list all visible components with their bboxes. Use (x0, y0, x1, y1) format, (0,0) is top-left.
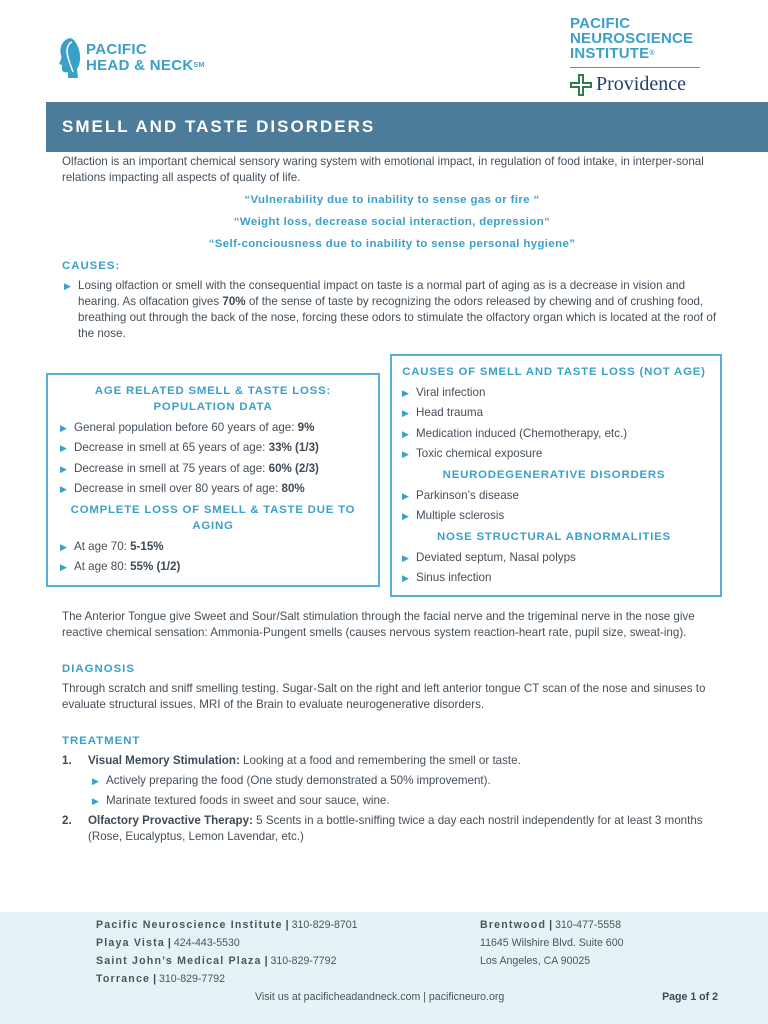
list-item (398, 385, 710, 401)
item-text: Viral infection (416, 385, 486, 399)
location-phone: 310-829-7792 (159, 973, 225, 985)
list-item (398, 446, 710, 462)
footer-location (96, 970, 358, 988)
list-item (398, 550, 710, 566)
list-item (56, 461, 370, 477)
bullet-arrow-icon: ▶ (60, 463, 67, 474)
item-text: Decrease in smell over 80 years of age: (74, 482, 282, 495)
bullet-arrow-icon: ▶ (402, 449, 409, 459)
separator: | (164, 937, 174, 949)
location-name: Torrance (96, 973, 151, 985)
footer-location (96, 916, 358, 934)
location-name: Saint John’s Medical Plaza (96, 955, 262, 967)
bullet-arrow-icon: ▶ (402, 490, 409, 501)
logo-right-line3: INSTITUTE (570, 45, 650, 62)
bullet-arrow-icon: ▶ (402, 408, 409, 418)
footer-location (96, 952, 358, 970)
item-text: Parkinson’s disease (416, 488, 519, 502)
item-text: Decrease in smell at 65 years of age: (74, 441, 269, 454)
nose-structural-heading: NOSE STRUCTURAL ABNORMALITIES (437, 531, 671, 543)
separator: | (150, 973, 160, 985)
item-number: 1. (62, 754, 72, 767)
providence-wordmark: Providence (596, 73, 686, 95)
bullet-arrow-icon: ▶ (60, 443, 67, 453)
item-text: At age 80: (74, 560, 131, 573)
treatment-heading: TREATMENT (62, 735, 141, 747)
bullet-arrow-icon: ▶ (402, 511, 409, 521)
quote-2: “Weight loss, decrease social interaction, depression“ (233, 216, 551, 228)
item-text: General population before 60 years of age: (74, 420, 298, 434)
bullet-arrow-icon: ▶ (60, 541, 67, 552)
page-footer (0, 912, 768, 1024)
footer-location (480, 916, 624, 934)
logo-left-line1: PACIFIC (86, 41, 147, 58)
footer-locations-right (480, 916, 624, 970)
address-line-2: Los Angeles, CA 90025 (480, 955, 591, 967)
treatment-item-2 (62, 813, 722, 845)
location-phone: 310-829-7792 (270, 955, 337, 967)
bullet-arrow-icon: ▶ (60, 562, 67, 572)
item-text: Sinus infection (416, 571, 492, 584)
list-item (56, 539, 370, 555)
providence-cross-icon (570, 74, 592, 96)
list-item (56, 481, 370, 497)
location-phone: 310-477-5558 (554, 919, 621, 931)
item-text: Deviated septum, Nasal polyps (416, 550, 576, 564)
list-item (56, 559, 370, 575)
quote-1: “Vulnerability due to inability to sense gas or fire “ (244, 194, 540, 206)
diagnosis-text: Through scratch and sniff smelling testing. Sugar-Salt on the right and left anterior tongue CT scan of the nose and sinuses to evaluate structural issues. MRI of the Brain to evaluate neurogenerative disorders. (62, 682, 706, 711)
diagnosis-heading: DIAGNOSIS (62, 663, 135, 675)
list-item (398, 426, 710, 442)
item-value: 80% (281, 482, 305, 495)
subitem-text: Marinate textured foods in sweet and sour sauce, wine. (106, 794, 390, 807)
location-phone: 424-443-5530 (173, 937, 240, 949)
bullet-arrow-icon: ▶ (60, 484, 67, 494)
item-text: Decrease in smell at 75 years of age: (74, 461, 269, 475)
causes-text-before: Losing olfaction or smell with the consequential impact on taste is a normal part of aging as is a decrease in vision and hearing. As olfacation gives (78, 279, 686, 308)
intro-text: Olfaction is an important chemical sensory waring system with emotional impact, in regulation of food intake, in interper-sonal relations impacting all aspects of quality of life. (62, 155, 704, 184)
age-related-box (46, 373, 380, 587)
item-value: 5-15% (130, 539, 164, 553)
pacific-head-neck-logo (56, 36, 205, 80)
item-text: Medication induced (Chemotherapy, etc.) (416, 426, 628, 440)
location-name: Pacific Neuroscience Institute (96, 919, 283, 931)
item-text: At age 70: (74, 539, 131, 553)
lower-section (62, 609, 722, 845)
logo-divider (570, 67, 700, 68)
causes-bold-value: 70% (222, 295, 246, 308)
item-value: 55% (1/2) (130, 560, 181, 573)
bullet-arrow-icon: ▶ (92, 776, 99, 786)
footer-location (96, 934, 358, 952)
separator: | (282, 919, 292, 931)
service-mark: SM (193, 62, 205, 69)
location-name: Playa Vista (96, 937, 165, 949)
tongue-paragraph: The Anterior Tongue give Sweet and Sour/Salt stimulation through the facial nerve and the trigeminal nerve in the nose give reactive chemical sensation: Ammonia-Pungent smells (causes nervous system reaction-heart rate, pupil size, sweat-ing). (62, 610, 695, 639)
logo-right-line1: PACIFIC (570, 15, 631, 32)
item-number: 2. (62, 814, 72, 827)
complete-loss-heading: COMPLETE LOSS OF SMELL & TASTE DUE TO AGING (70, 504, 356, 532)
item-value: 9% (297, 420, 315, 434)
location-name: Brentwood (480, 919, 547, 931)
list-item (56, 440, 370, 456)
treatment-2-text: 5 Scents in a bottle-sniffing twice a day each nostril independently for at least 3 months (Rose, Eucalyptus, Lemon Lavendar, etc.) (88, 814, 703, 843)
bullet-arrow-icon: ▶ (402, 552, 409, 563)
item-value: 60% (2/3) (268, 461, 319, 475)
bullet-arrow-icon: ▶ (402, 387, 409, 398)
list-item (398, 570, 710, 586)
subitem-text: Actively preparing the food (One study demonstrated a 50% improvement). (106, 774, 491, 787)
treatment-subitem (62, 773, 722, 789)
bullet-arrow-icon: ▶ (402, 573, 409, 583)
separator: | (546, 919, 555, 931)
list-item (398, 405, 710, 421)
registered-mark: ® (649, 50, 655, 57)
pni-providence-logo (570, 16, 700, 96)
page-number: Page 1 of 2 (662, 991, 718, 1003)
treatment-2-bold: Olfactory Provactive Therapy: (88, 814, 253, 827)
treatment-1-bold: Visual Memory Stimulation: (88, 754, 240, 767)
intro-section (62, 154, 722, 342)
treatment-subitem (62, 793, 722, 809)
item-text: Toxic chemical exposure (416, 447, 543, 460)
list-item (56, 420, 370, 436)
location-phone: 310-829-8701 (291, 919, 358, 931)
head-profile-icon (56, 36, 82, 80)
causes-box-heading: CAUSES OF SMELL AND TASTE LOSS (NOT AGE) (402, 366, 706, 378)
causes-text-after: of the sense of taste by recognizing the odors released by chewing and of crushing food, breathing out through the back of the nose, forcing these odors to stimulate the olfactory organ which is located at the roof of the nose. (78, 295, 717, 340)
bullet-arrow-icon: ▶ (64, 281, 71, 291)
footer-locations-left (96, 916, 358, 988)
list-item (398, 488, 710, 504)
page-title: SMELL AND TASTE DISORDERS (62, 117, 376, 136)
causes-heading: CAUSES: (62, 260, 121, 272)
title-banner (46, 102, 768, 152)
bullet-arrow-icon: ▶ (60, 422, 67, 433)
treatment-1-text: Looking at a food and remembering the smell or taste. (239, 754, 521, 767)
bullet-arrow-icon: ▶ (92, 796, 99, 806)
separator: | (261, 955, 271, 967)
logo-left-line2: HEAD & NECK (86, 57, 194, 74)
item-text: Head trauma (416, 406, 484, 419)
quote-3: “Self-conciousness due to inability to sense personal hygiene” (208, 238, 576, 250)
neurodegenerative-heading: NEURODEGENERATIVE DISORDERS (442, 469, 666, 481)
address-line-1: 11645 Wilshire Blvd. Suite 600 (480, 937, 624, 949)
logo-right-line2: NEUROSCIENCE (570, 30, 694, 47)
website-links[interactable]: Visit us at pacificheadandneck.com | pacificneuro.org (255, 991, 505, 1003)
causes-item (62, 278, 722, 342)
item-value: 33% (1/3) (268, 441, 319, 454)
causes-not-age-box (390, 354, 722, 597)
page-header (0, 0, 768, 100)
treatment-item-1 (62, 753, 722, 769)
item-text: Multiple sclerosis (416, 509, 505, 522)
bullet-arrow-icon: ▶ (402, 428, 409, 439)
age-box-heading: AGE RELATED SMELL & TASTE LOSS: POPULATION DATA (94, 385, 332, 413)
list-item (398, 508, 710, 524)
